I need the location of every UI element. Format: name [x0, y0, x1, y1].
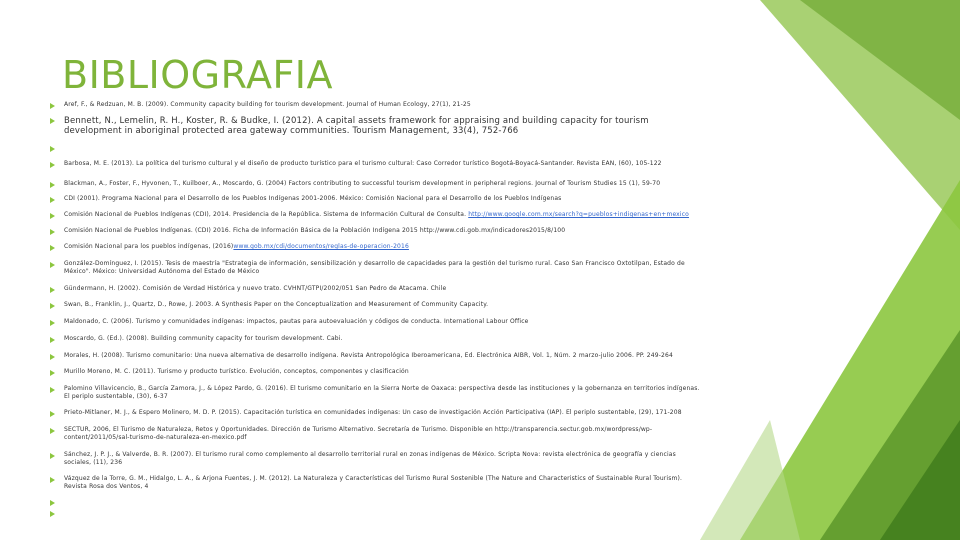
triangle-bullet-icon	[50, 182, 55, 188]
reference-text: Moscardo, G. (Ed.). (2008). Building community capacity for tourism development. Cabi.	[64, 335, 343, 342]
reference-text: Prieto-Mitlaner, M. J., & Espero Molinero, M. D. P. (2015). Capacitación turística en comunidades indígenas: Un caso de investigación Acción Participativa (IAP). El periplo sustentable, (29), 171-208	[64, 409, 682, 416]
reference-text: González-Domínguez, I. (2015). Tesis de maestría "Estrategia de información, sensibilización y desarrollo de capacidades para la gestión del turismo rural. Caso San Francisco Oxtotilpan, Estado de México". México: Universidad Autónoma del Estado de México	[64, 260, 685, 275]
reference-text: Swan, B., Franklin, J., Quartz, D., Rowe, J. 2003. A Synthesis Paper on the Conceptualization and Measurement of Community Capacity.	[64, 301, 489, 308]
triangle-bullet-icon	[50, 320, 55, 326]
triangle-bullet-icon	[50, 370, 55, 376]
reference-text: Palomino Villavicencio, B., García Zamora, J., & López Pardo, G. (2016). El turismo comunitario en la Sierra Norte de Oaxaca: perspectiva desde las instituciones y la gobernanza en territorios indígenas. El periplo sustentable, (30), 6-37	[64, 385, 700, 400]
reference-text: Aref, F., & Redzuan, M. B. (2009). Community capacity building for tourism development. Journal of Human Ecology, 27(1), 21-25	[64, 101, 471, 108]
reference-text: Murillo Moreno, M. C. (2011). Turismo y producto turístico. Evolución, conceptos, componentes y clasificación	[64, 368, 409, 375]
triangle-bullet-icon	[50, 453, 55, 459]
triangle-bullet-icon	[50, 262, 55, 268]
reference-text: CDI (2001). Programa Nacional para el Desarrollo de los Pueblos Indígenas 2001-2006. México: Comisión Nacional para el Desarrollo de los Pueblos Indígenas	[64, 195, 562, 202]
triangle-bullet-icon	[50, 103, 55, 109]
triangle-bullet-icon	[50, 511, 55, 517]
triangle-bullet-icon	[50, 146, 55, 152]
triangle-bullet-icon	[50, 354, 55, 360]
reference-text: Comisión Nacional de Pueblos Indígenas. (CDI) 2016. Ficha de Información Básica de la Población Indígena 2015 http://www.cdi.gob.mx/indicadores2015/8/100	[64, 227, 566, 234]
reference-link[interactable]: www.gob.mx/cdi/documentos/reglas-de-operacion-2016	[233, 243, 409, 250]
triangle-bullet-icon	[50, 337, 55, 343]
triangle-bullet-icon	[50, 287, 55, 293]
triangle-bullet-icon	[50, 229, 55, 235]
triangle-bullet-icon	[50, 213, 55, 219]
reference-text: Vázquez de la Torre, G. M., Hidalgo, L. A., & Arjona Fuentes, J. M. (2012). La Naturaleza y Características del Turismo Rural Sostenible (The Nature and Characteristics of Sustainable Rural Tourism). Revista Rosa dos Ventos, 4	[64, 475, 683, 490]
reference-text: Comisión Nacional para los pueblos indígenas, (2016)	[64, 243, 234, 250]
triangle-bullet-icon	[50, 118, 55, 124]
reference-text: Bennett, N., Lemelin, R. H., Koster, R. & Budke, I. (2012). A capital assets framework for appraising and building capacity for tourism development in aboriginal protected area gateway communities. Tourism Management, 33(4), 752-766	[64, 116, 649, 136]
triangle-bullet-icon	[50, 303, 55, 309]
triangle-bullet-icon	[50, 500, 55, 506]
triangle-bullet-icon	[50, 387, 55, 393]
triangle-bullet-icon	[50, 428, 55, 434]
triangle-bullet-icon	[50, 477, 55, 483]
reference-text: Morales, H. (2008). Turismo comunitario: Una nueva alternativa de desarrollo indígena. Revista Antropológica Iberoamericana, Ed. Electrónica AIBR, Vol. 1, Núm. 2 marzo-julio 2006. PP. 249-264	[64, 352, 673, 359]
reference-link[interactable]: http://www.google.com.mx/search?q=pueblos+indigenas+en+mexico	[468, 211, 689, 218]
reference-text: Comisión Nacional de Pueblos Indígenas (CDI), 2014. Presidencia de la República. Sistema de Información Cultural de Consulta.	[64, 211, 467, 218]
triangle-bullet-icon	[50, 197, 55, 203]
reference-text: Gündermann, H. (2002). Comisión de Verdad Histórica y nuevo trato. CVHNT/GTPI/2002/051 San Pedro de Atacama. Chile	[64, 285, 447, 292]
page-title: BIBLIOGRAFIA	[62, 53, 333, 97]
reference-text: Maldonado, C. (2006). Turismo y comunidades indígenas: impactos, pautas para autoevaluación y códigos de conducta. International Labour Office	[64, 318, 529, 325]
reference-text: Sánchez, J. P. J., & Valverde, B. R. (2007). El turismo rural como complemento al desarrollo territorial rural en zonas indígenas de México. Scripta Nova: revista electrónica de geografía y ciencias sociales, (11), 236	[64, 451, 676, 466]
reference-text: Blackman, A., Foster, F., Hyvonen, T., Kuilboer, A., Moscardo, G. (2004) Factors contributing to successful tourism development in peripheral regions. Journal of Tourism Studies 15 (1), 59-70	[64, 180, 661, 187]
reference-text: SECTUR, 2006, El Turismo de Naturaleza, Retos y Oportunidades. Dirección de Turismo Alternativo. Secretaría de Turismo. Disponible en http://transparencia.sectur.gob.mx/wordpress/wp-content/2011/05/sal-turismo-de-naturaleza-en-mexico.pdf	[64, 426, 653, 441]
reference-text: Barbosa, M. E. (2013). La política del turismo cultural y el diseño de producto turístico para el turismo cultural: Caso Corredor turístico Bogotá-Boyacá-Santander. Revista EAN, (60), 105-122	[64, 160, 662, 167]
triangle-bullet-icon	[50, 411, 55, 417]
triangle-bullet-icon	[50, 245, 55, 251]
triangle-bullet-icon	[50, 162, 55, 168]
